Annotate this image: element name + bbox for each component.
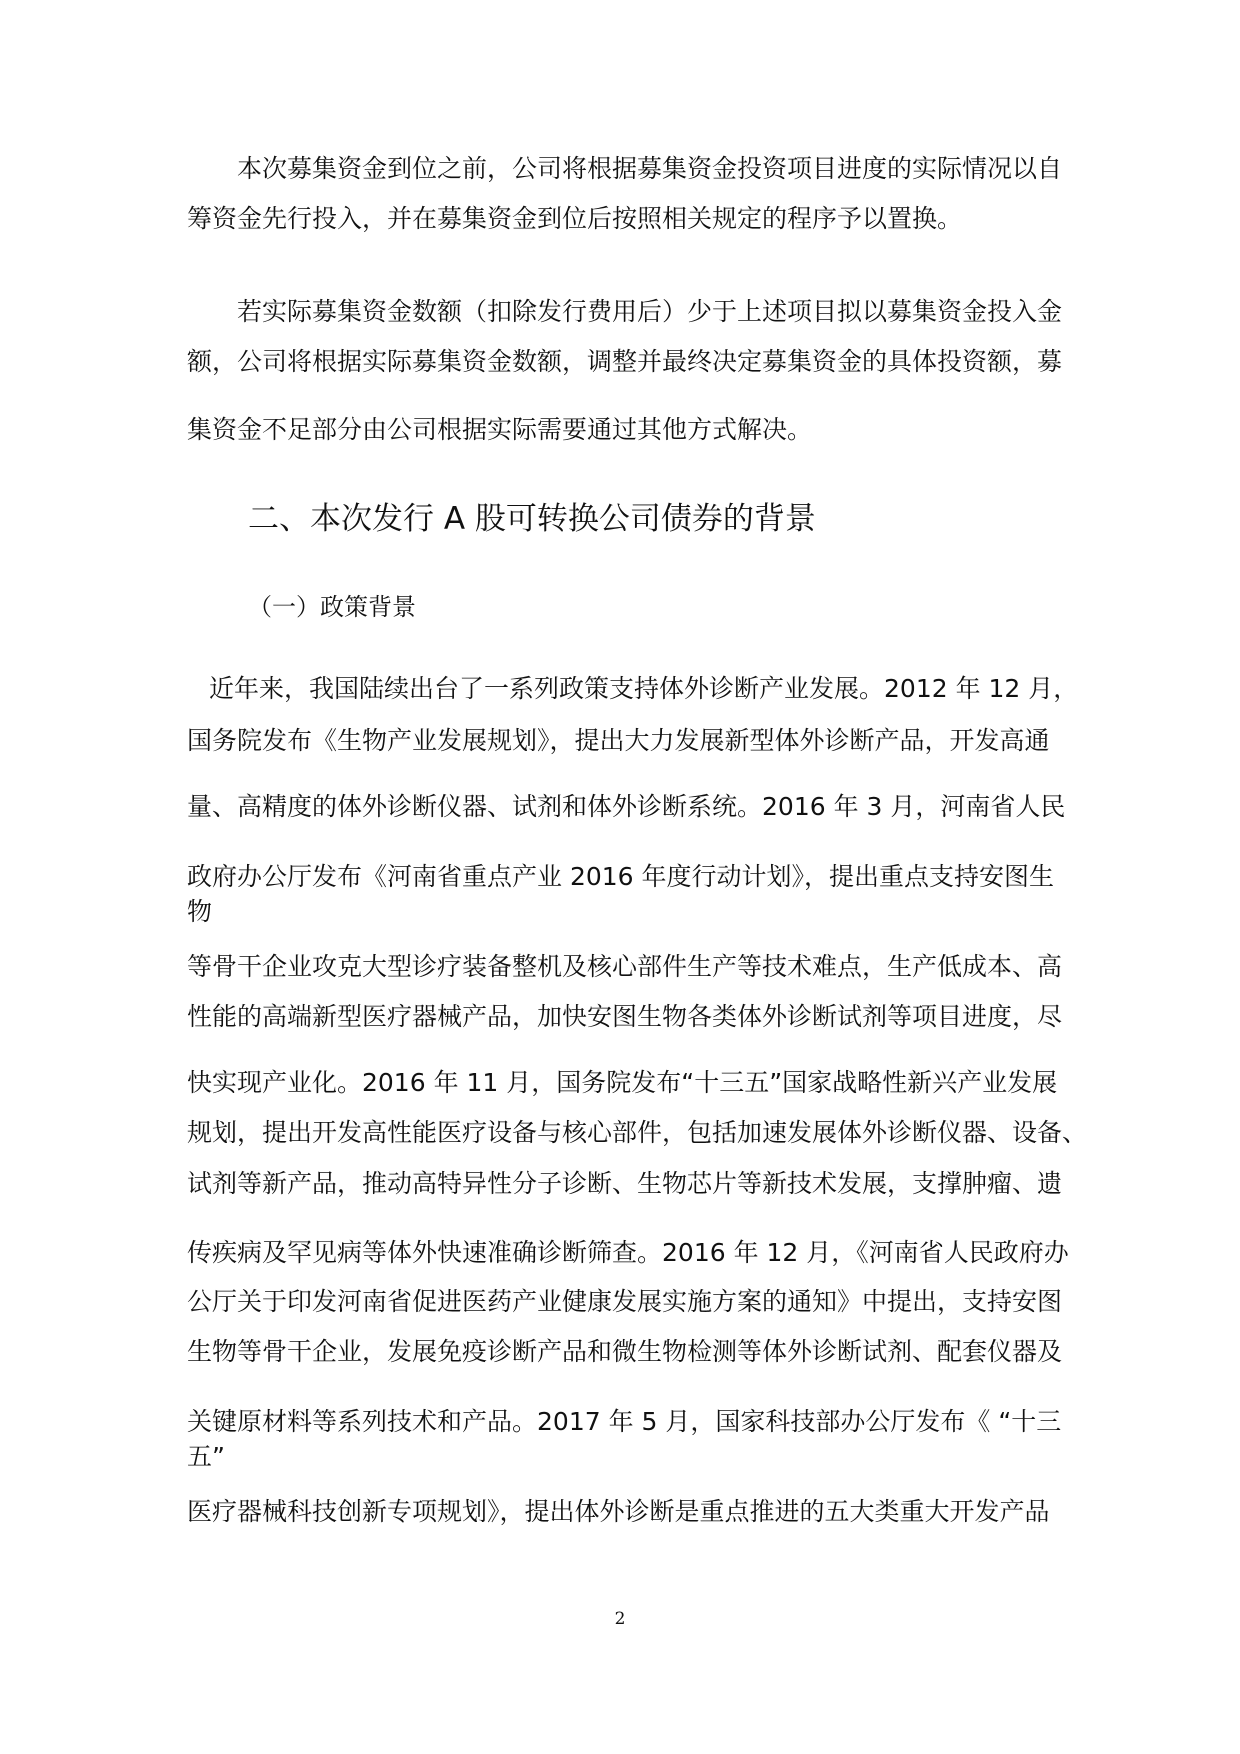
paragraph-3-line-4: 政府办公厅发布《河南省重点产业 2016 年度行动计划》，提出重点支持安图生 xyxy=(187,862,1055,891)
paragraph-3-line-16: 医疗器械科技创新专项规划》，提出体外诊断是重点推进的五大类重大开发产品 xyxy=(187,1497,1050,1526)
paragraph-3-line-8: 快实现产业化。2016 年 11 月，国务院发布“十三五”国家战略性新兴产业发展 xyxy=(187,1068,1058,1097)
subsection-heading: （一）政策背景 xyxy=(248,593,416,621)
paragraph-3-line-11: 传疾病及罕见病等体外快速准确诊断筛查。2016 年 12 月，《河南省人民政府办 xyxy=(187,1238,1069,1267)
paragraph-3-line-15: 五” xyxy=(187,1442,225,1471)
paragraph-3-line-14: 关键原材料等系列技术和产品。2017 年 5 月，国家科技部办公厅发布《 “十三 xyxy=(187,1407,1062,1436)
paragraph-3-line-13: 生物等骨干企业，发展免疫诊断产品和微生物检测等体外诊断试剂、配套仪器及 xyxy=(187,1337,1063,1366)
paragraph-2-line-3: 集资金不足部分由公司根据实际需要通过其他方式解决。 xyxy=(187,415,813,444)
paragraph-2-line-1: 若实际募集资金数额（扣除发行费用后）少于上述项目拟以募集资金投入金 xyxy=(237,297,1063,326)
paragraph-3-line-10: 试剂等新产品，推动高特异性分子诊断、生物芯片等新技术发展，支撑肿瘤、遗 xyxy=(187,1169,1063,1198)
paragraph-3-line-12: 公厅关于印发河南省促进医药产业健康发展实施方案的通知》中提出，支持安图 xyxy=(187,1287,1063,1316)
paragraph-3-line-2: 国务院发布《生物产业发展规划》，提出大力发展新型体外诊断产品，开发高通 xyxy=(187,726,1050,755)
paragraph-1-line-1: 本次募集资金到位之前，公司将根据募集资金投资项目进度的实际情况以自 xyxy=(237,154,1063,183)
paragraph-1-line-2: 筹资金先行投入，并在募集资金到位后按照相关规定的程序予以置换。 xyxy=(187,204,963,233)
page-number: 2 xyxy=(614,1609,626,1629)
paragraph-2-line-2: 额，公司将根据实际募集资金数额，调整并最终决定募集资金的具体投资额，募 xyxy=(187,347,1063,376)
paragraph-3-line-5: 物 xyxy=(187,897,213,926)
paragraph-3-line-6: 等骨干企业攻克大型诊疗装备整机及核心部件生产等技术难点，生产低成本、高 xyxy=(187,952,1063,981)
section-heading: 二、本次发行 A 股可转换公司债券的背景 xyxy=(248,501,816,537)
paragraph-3-line-7: 性能的高端新型医疗器械产品，加快安图生物各类体外诊断试剂等项目进度，尽 xyxy=(187,1002,1063,1031)
paragraph-3-line-1: 近年来，我国陆续出台了一系列政策支持体外诊断产业发展。2012 年 12 月， xyxy=(209,674,1079,703)
paragraph-3-line-3: 量、高精度的体外诊断仪器、试剂和体外诊断系统。2016 年 3 月，河南省人民 xyxy=(187,792,1066,821)
paragraph-3-line-9: 规划，提出开发高性能医疗设备与核心部件，包括加速发展体外诊断仪器、设备、 xyxy=(187,1118,1088,1147)
